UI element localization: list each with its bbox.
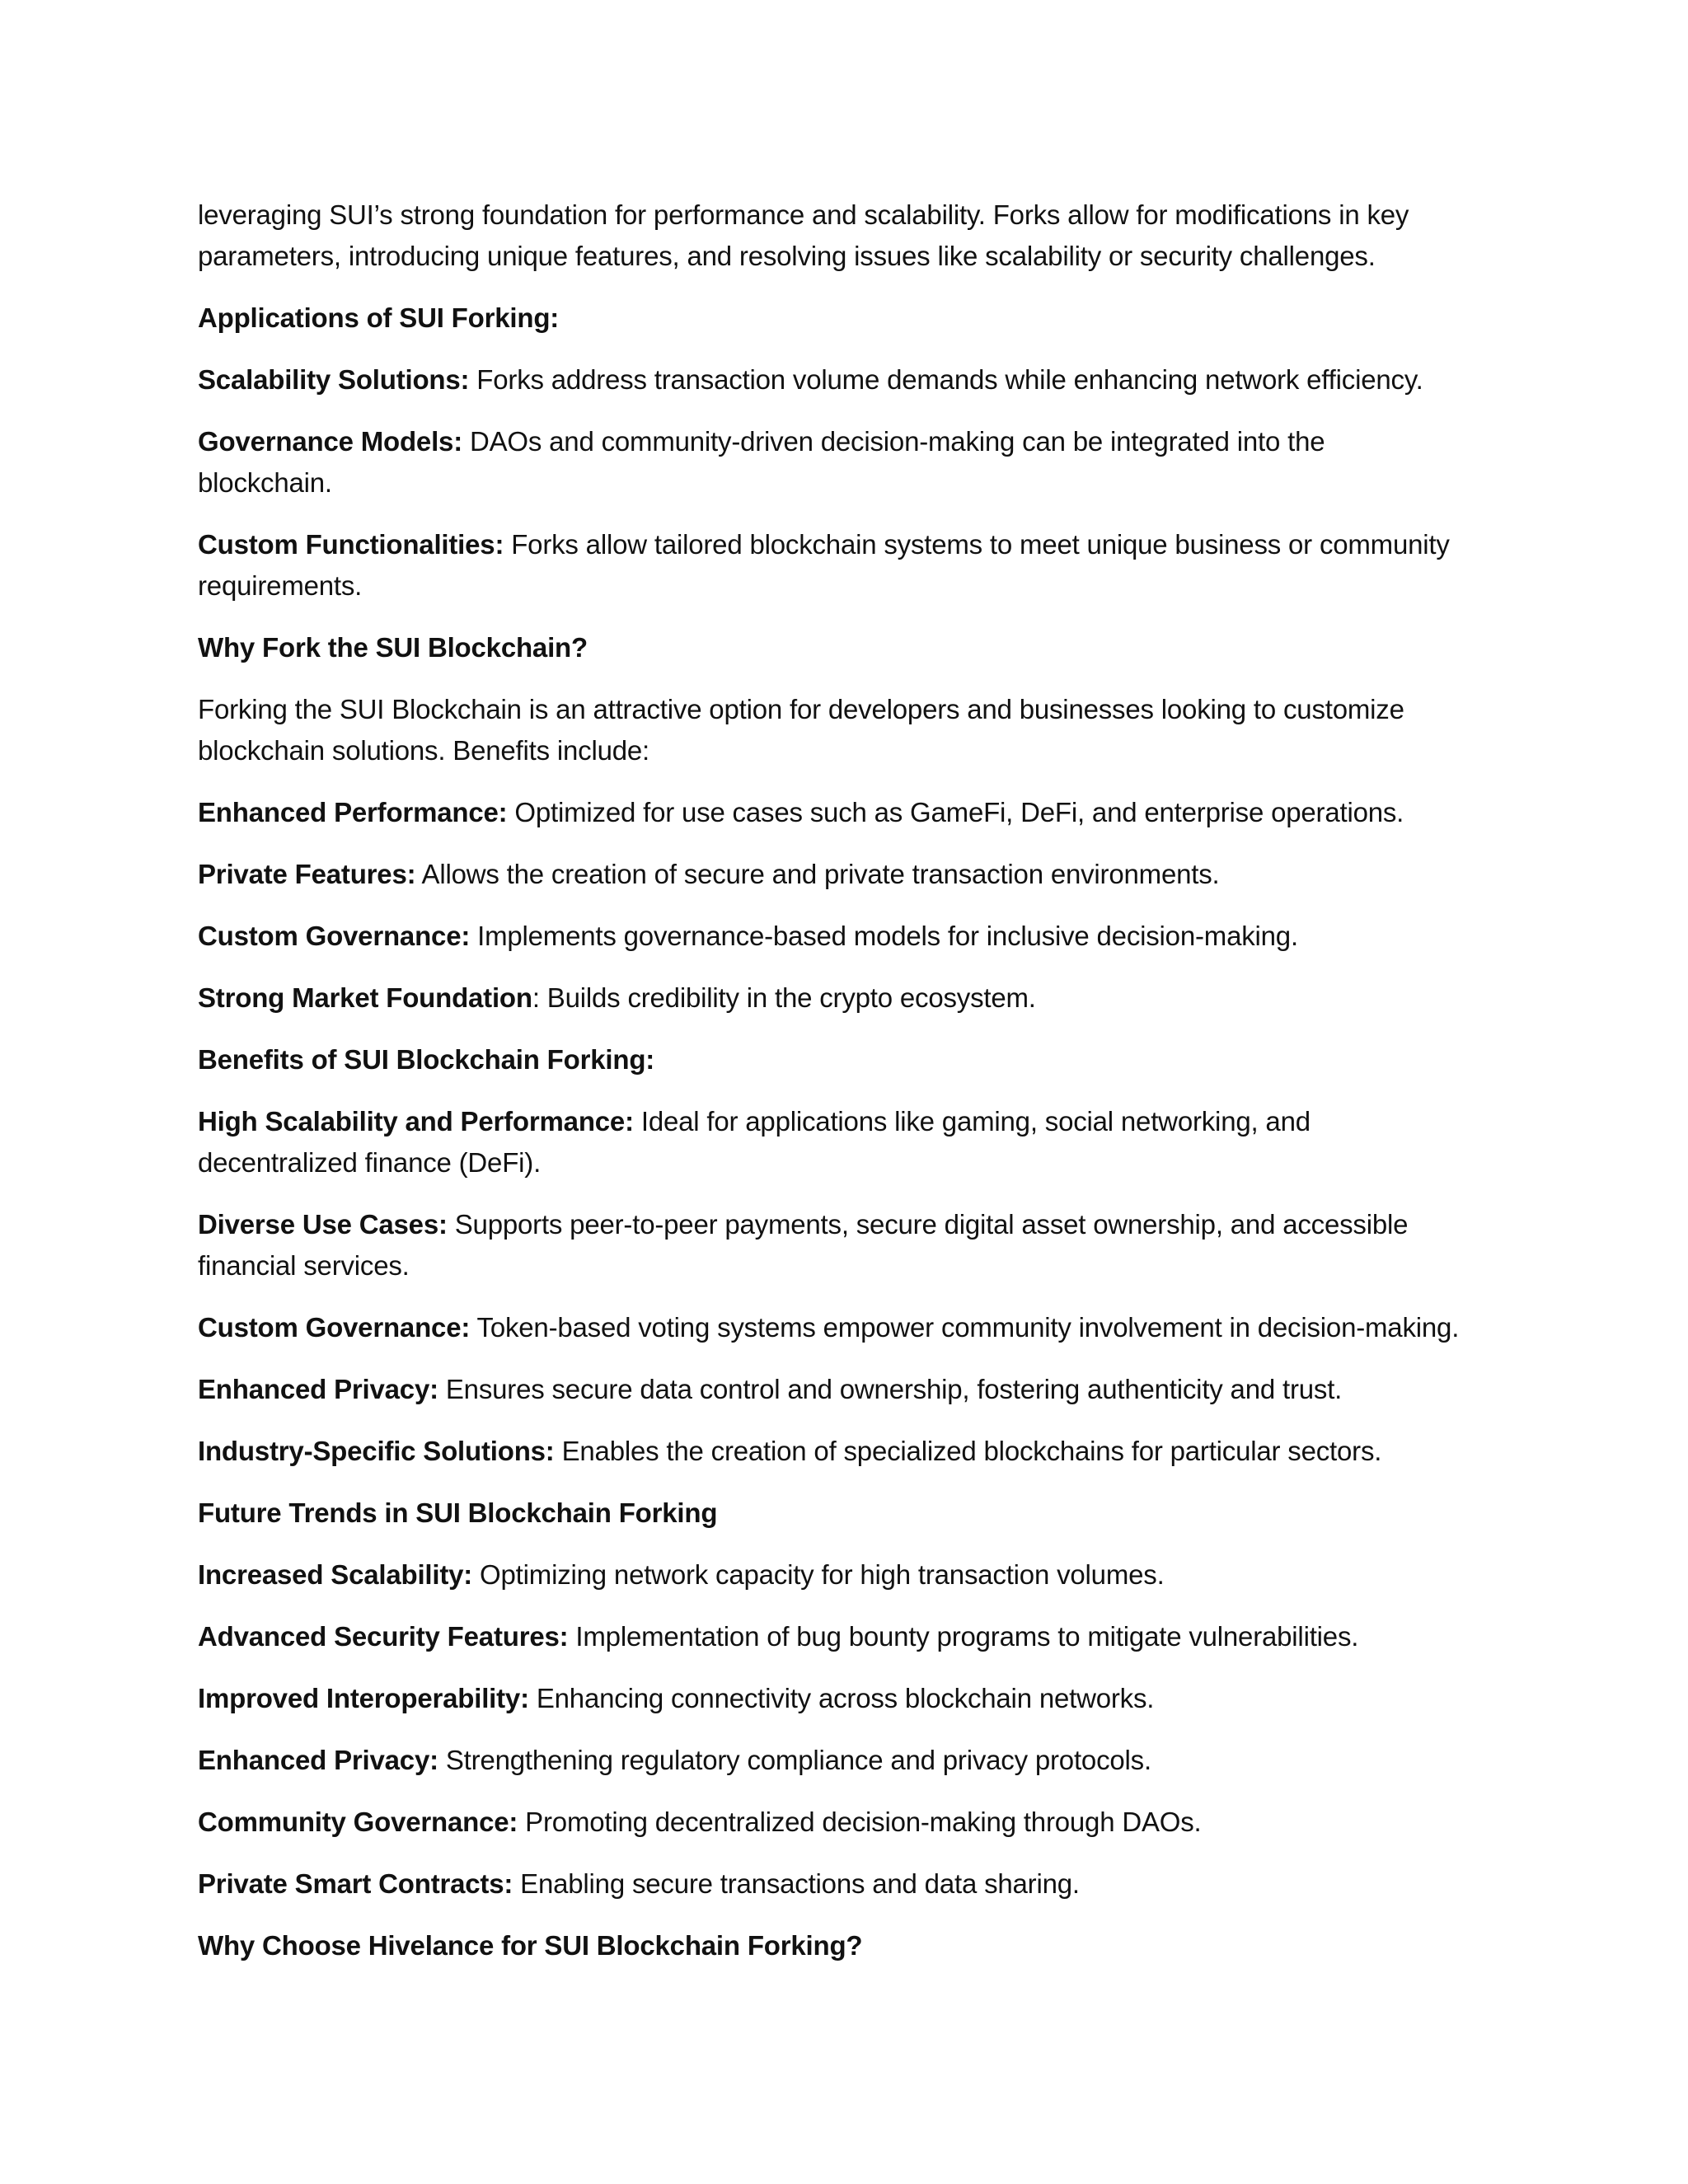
item-text: Enables the creation of specialized blockchains for particular sectors. bbox=[554, 1436, 1382, 1466]
item-text: Implementation of bug bounty programs to mitigate vulnerabilities. bbox=[568, 1621, 1359, 1652]
list-item bbox=[198, 854, 1500, 895]
item-text: Enabling secure transactions and data sharing. bbox=[513, 1868, 1080, 1899]
list-item bbox=[198, 524, 1500, 607]
list-item bbox=[198, 1554, 1500, 1596]
item-term: Private Features: bbox=[198, 859, 416, 889]
list-item bbox=[198, 1863, 1500, 1905]
item-text: Supports peer-to-peer payments, secure digital asset ownership, and accessible financial services. bbox=[198, 1209, 1409, 1281]
item-term: Strong Market Foundation bbox=[198, 982, 532, 1013]
intro-line-1: leveraging SUI’s strong foundation for performance and scalability. Forks allow for modifications in key bbox=[198, 199, 1409, 230]
list-item bbox=[198, 1678, 1500, 1719]
item-text: Token-based voting systems empower community involvement in decision-making. bbox=[470, 1312, 1460, 1343]
item-text: Strengthening regulatory compliance and privacy protocols. bbox=[438, 1745, 1151, 1775]
item-text: DAOs and community-driven decision-making can be integrated into the blockchain. bbox=[198, 426, 1325, 498]
list-item bbox=[198, 1740, 1500, 1781]
list-item bbox=[198, 1802, 1500, 1843]
item-text: : Builds credibility in the crypto ecosystem. bbox=[532, 982, 1036, 1013]
section-heading-future: Future Trends in SUI Blockchain Forking bbox=[198, 1497, 718, 1528]
list-item bbox=[198, 1616, 1500, 1657]
section-heading-why-fork: Why Fork the SUI Blockchain? bbox=[198, 632, 588, 663]
item-term: Advanced Security Features: bbox=[198, 1621, 569, 1652]
list-item bbox=[198, 1101, 1368, 1183]
section-heading-closing: Why Choose Hivelance for SUI Blockchain Forking? bbox=[198, 1930, 863, 1961]
item-text: Allows the creation of secure and private transaction environments. bbox=[415, 859, 1220, 889]
body-paragraph: Forking the SUI Blockchain is an attractive option for developers and businesses looking to customize blockchain solutions. Benefits include: bbox=[198, 694, 1404, 766]
item-term: Custom Functionalities: bbox=[198, 529, 504, 560]
item-term: Governance Models: bbox=[198, 426, 462, 457]
item-text: Ensures secure data control and ownership, fostering authenticity and trust. bbox=[438, 1374, 1343, 1404]
list-item bbox=[198, 1431, 1500, 1472]
list-item bbox=[198, 1369, 1500, 1410]
list-item bbox=[198, 792, 1500, 833]
item-term: Custom Governance: bbox=[198, 1312, 471, 1343]
item-term: Improved Interoperability: bbox=[198, 1683, 529, 1713]
item-text: Implements governance-based models for inclusive decision-making. bbox=[470, 921, 1298, 951]
item-text: Forks allow tailored blockchain systems to meet unique business or community requirements. bbox=[198, 529, 1450, 601]
item-term: Enhanced Performance: bbox=[198, 797, 508, 827]
item-text: Ideal for applications like gaming, social networking, and decentralized finance (DeFi). bbox=[198, 1106, 1311, 1178]
section-heading-benefits: Benefits of SUI Blockchain Forking: bbox=[198, 1044, 655, 1075]
intro-paragraph bbox=[198, 194, 1500, 277]
list-item bbox=[198, 359, 1500, 401]
item-term: Industry-Specific Solutions: bbox=[198, 1436, 555, 1466]
item-text: Promoting decentralized decision-making through DAOs. bbox=[518, 1807, 1202, 1837]
list-item bbox=[198, 421, 1401, 504]
item-term: Enhanced Privacy: bbox=[198, 1745, 438, 1775]
list-item bbox=[198, 1307, 1500, 1348]
intro-line-2: parameters, introducing unique features, and resolving issues like scalability or security challenges. bbox=[198, 241, 1376, 271]
section-heading-applications: Applications of SUI Forking: bbox=[198, 302, 560, 333]
item-text: Optimized for use cases such as GameFi, DeFi, and enterprise operations. bbox=[507, 797, 1404, 827]
item-term: Diverse Use Cases: bbox=[198, 1209, 448, 1240]
item-term: Enhanced Privacy: bbox=[198, 1374, 438, 1404]
document-page bbox=[198, 194, 1500, 1987]
item-text: Optimizing network capacity for high transaction volumes. bbox=[472, 1559, 1165, 1590]
item-term: Scalability Solutions: bbox=[198, 364, 470, 395]
item-term: Community Governance: bbox=[198, 1807, 518, 1837]
list-item bbox=[198, 916, 1500, 957]
list-item bbox=[198, 1204, 1434, 1286]
list-item bbox=[198, 977, 1500, 1019]
item-text: Enhancing connectivity across blockchain networks. bbox=[528, 1683, 1155, 1713]
item-term: Custom Governance: bbox=[198, 921, 471, 951]
item-term: High Scalability and Performance: bbox=[198, 1106, 634, 1137]
item-term: Increased Scalability: bbox=[198, 1559, 473, 1590]
item-text: Forks address transaction volume demands while enhancing network efficiency. bbox=[469, 364, 1423, 395]
item-term: Private Smart Contracts: bbox=[198, 1868, 513, 1899]
